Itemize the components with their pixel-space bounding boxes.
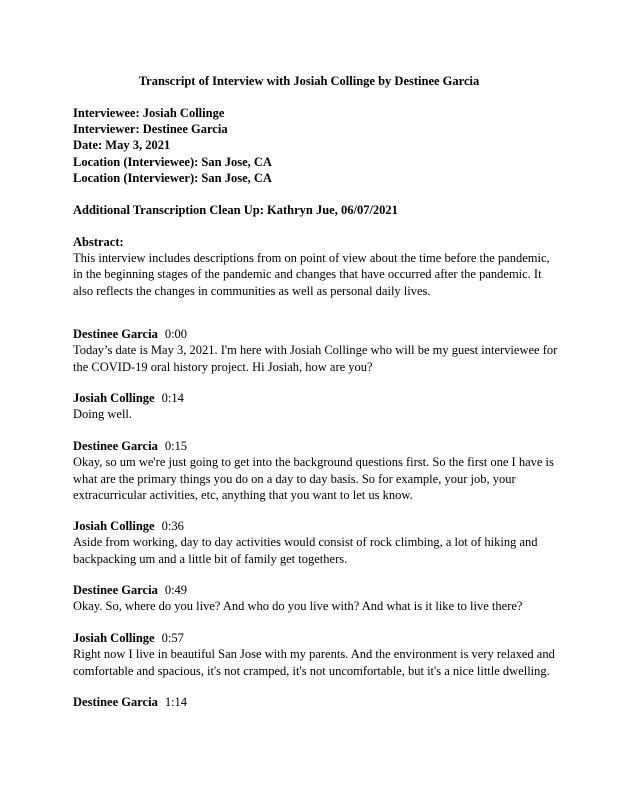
interviewer-line: Interviewer: Destinee Garcia xyxy=(73,122,228,137)
interviewer-location-line: Location (Interviewer): San Jose, CA xyxy=(73,170,272,185)
interview-metadata xyxy=(73,105,272,186)
utterance-line: extracurricular activities, etc, anything that you want to let us know. xyxy=(73,487,413,502)
interviewee-location-line: Location (Interviewee): San Jose, CA xyxy=(73,154,272,169)
document-title: Transcript of Interview with Josiah Collinge by Destinee Garcia xyxy=(138,74,480,88)
utterance-line: Doing well. xyxy=(73,407,133,422)
transcript-entry xyxy=(73,518,553,567)
transcript-entry xyxy=(73,582,553,615)
abstract-line: in the beginning stages of the pandemic and changes that have occurred after the pandemic. It xyxy=(73,267,542,282)
transcript-entry xyxy=(73,390,553,423)
timestamp: 0:14 xyxy=(161,391,184,405)
abstract-body xyxy=(73,250,553,299)
timestamp: 0:57 xyxy=(161,631,184,645)
speaker-name: Destinee Garcia xyxy=(73,583,158,597)
speaker-line xyxy=(73,326,553,342)
utterance-line: Okay, so um we're just going to get into the background questions first. So the first one I have is xyxy=(73,455,554,470)
speaker-line xyxy=(73,390,553,406)
speaker-line xyxy=(73,694,553,710)
utterance-line: what are the primary things you do on a day to day basis. So for example, your job, your xyxy=(73,471,516,486)
speaker-name: Josiah Collinge xyxy=(73,391,155,405)
timestamp: 0:15 xyxy=(164,439,188,453)
timestamp: 1:14 xyxy=(164,695,188,709)
interviewee-line: Interviewee: Josiah Collinge xyxy=(73,106,225,120)
speaker-name: Josiah Collinge xyxy=(73,519,155,533)
abstract-line: also reflects the changes in communities as well as personal daily lives. xyxy=(73,283,431,298)
abstract-heading: Abstract: xyxy=(73,235,124,249)
transcript-entry xyxy=(73,694,553,710)
date-line: Date: May 3, 2021 xyxy=(73,138,171,153)
transcription-cleanup-credit: Additional Transcription Clean Up: Kathryn Jue, 06/07/2021 xyxy=(73,203,398,217)
utterance-line: Aside from working, day to day activities would consist of rock climbing, a lot of hiking and xyxy=(73,535,538,550)
utterance-line: comfortable and spacious, it's not cramped, it's not uncomfortable, but it's a nice little dwelling. xyxy=(73,663,550,678)
speaker-line xyxy=(73,438,553,454)
speaker-line xyxy=(73,630,553,646)
transcript-entry xyxy=(73,326,558,375)
abstract-line: This interview includes descriptions from on point of view about the time before the pandemic, xyxy=(73,251,550,265)
speaker-name: Destinee Garcia xyxy=(73,695,158,709)
utterance-line: the COVID-19 oral history project. Hi Josiah, how are you? xyxy=(73,359,373,374)
timestamp: 0:49 xyxy=(164,583,188,597)
speaker-line xyxy=(73,518,553,534)
timestamp: 0:00 xyxy=(164,327,188,341)
utterance-line: Okay. So, where do you live? And who do you live with? And what is it like to live there? xyxy=(73,599,523,614)
utterance-line: backpacking um and a little bit of family get togethers. xyxy=(73,551,348,566)
utterance-line: Today’s date is May 3, 2021. I'm here with Josiah Collinge who will be my guest interviewee for xyxy=(73,343,558,358)
speaker-line xyxy=(73,582,553,598)
timestamp: 0:36 xyxy=(161,519,184,533)
speaker-name: Josiah Collinge xyxy=(73,631,155,645)
transcript-entry xyxy=(73,630,553,679)
utterance-line: Right now I live in beautiful San Jose with my parents. And the environment is very relaxed and xyxy=(73,647,555,662)
speaker-name: Destinee Garcia xyxy=(73,327,158,341)
transcript-entry xyxy=(73,438,553,503)
speaker-name: Destinee Garcia xyxy=(73,439,158,453)
